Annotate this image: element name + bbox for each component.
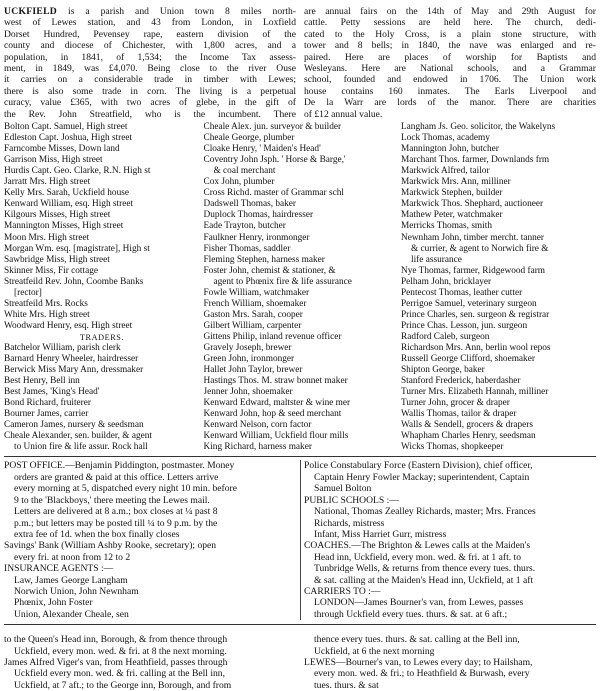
directory-entry: Kenward John, hop & seed merchant bbox=[203, 409, 342, 420]
directory-entry: Turner Mrs. Elizabeth Hannah, milliner bbox=[401, 387, 549, 398]
directory-entry: Dadswell Thomas, baker bbox=[203, 199, 297, 210]
continuation-line: tues. thurs. & sat bbox=[314, 679, 379, 691]
office-line: Samuel Bolton bbox=[314, 483, 372, 495]
directory-entry: Gaston Mrs. Sarah, cooper bbox=[203, 309, 303, 320]
directory-entry: Barnard Henry Wheeler, hairdresser bbox=[4, 354, 139, 365]
directory-entry: Garrison Miss, High street bbox=[4, 155, 103, 166]
directory-entry: Kilgours Misses, High street bbox=[4, 210, 111, 221]
directory-entry: Radford Caleb, surgeon bbox=[401, 331, 490, 342]
office-line: National, Thomas Zealley Richards, master; Mrs. Frances bbox=[314, 506, 536, 518]
residents-traders-directory bbox=[4, 122, 596, 453]
directory-entry: Eade Trayton, butcher bbox=[203, 221, 286, 232]
office-line: Union, Alexander Cheale, sen bbox=[14, 608, 129, 620]
continuation-left-column bbox=[4, 634, 296, 691]
intro-left-column bbox=[4, 6, 296, 120]
section-heading: TRADERS. bbox=[79, 332, 125, 342]
directory-entry: Wicks Thomas, shopkeeper bbox=[401, 442, 504, 453]
intro-line: west of Lewes station, and 43 from London, in Loxfield bbox=[4, 17, 296, 29]
directory-column-3 bbox=[401, 122, 596, 453]
directory-column-1 bbox=[4, 122, 200, 453]
office-line: Law, James George Langham bbox=[14, 574, 128, 586]
section-divider bbox=[4, 624, 596, 625]
directory-entry: Mannington Misses, High street bbox=[4, 221, 124, 232]
office-line: Head inn, Uckfield, every mon. wed. & fri. at 1 aft. to bbox=[314, 551, 522, 563]
directory-entry: Faulkner Henry, ironmonger bbox=[203, 232, 310, 243]
directory-entry: Farncombe Misses, Down land bbox=[4, 144, 120, 155]
directory-entry: French William, shoemaker bbox=[203, 298, 307, 309]
office-line: Letters are delivered at 8 a.m.; box closes at ¼ past 8 bbox=[14, 506, 218, 518]
directory-entry: agent to Phœnix fire & life assurance bbox=[213, 276, 352, 287]
office-line: LONDON—James Bourner's van, from Lewes, passes bbox=[314, 597, 524, 609]
directory-entry: Cheale Alex. jun. surveyor & builder bbox=[203, 122, 342, 133]
intro-line: there is also some trade in corn. The living is a perpetual bbox=[4, 85, 296, 97]
directory-entry: Hurdis Capt. Geo. Clarke, R.N. High st bbox=[4, 166, 151, 177]
directory-entry: Markwick Thos. Shephard, auctioneer bbox=[401, 199, 544, 210]
intro-line: the Rev. John Streatfield, who is the incumbent. There bbox=[4, 108, 296, 120]
directory-entry: Wallis Thomas, tailor & draper bbox=[401, 409, 517, 420]
directory-entry: Moon Mrs. High street bbox=[4, 232, 90, 243]
directory-entry: & coal merchant bbox=[213, 166, 276, 177]
offices-section bbox=[4, 460, 596, 620]
continuation-line: James Alfred Viger's van, from Heathfield, passes through bbox=[4, 656, 228, 668]
directory-entry: Pelham John, bricklayer bbox=[401, 276, 492, 287]
directory-entry: Cameron James, nursery & seedsman bbox=[4, 420, 144, 431]
directory-entry: Kenward William, esq. High street bbox=[4, 199, 134, 210]
office-line: extra fee of 1d. when the box finally closes bbox=[14, 528, 180, 540]
directory-entry: Newnham John, timber mercht. tanner bbox=[401, 232, 545, 243]
directory-entry: King Richard, harness maker bbox=[203, 442, 312, 453]
continuation-line: thence every tues. thurs. & sat. calling at the Bell inn, bbox=[314, 634, 520, 646]
directory-entry: Streatfeild Rev. John, Coombe Banks bbox=[4, 276, 144, 287]
directory-entry: Bond Richard, fruiterer bbox=[4, 398, 91, 409]
directory-entry: Foster John, chemist & stationer, & bbox=[203, 265, 336, 276]
directory-entry: Gittens Philip, inland revenue officer bbox=[203, 331, 342, 342]
column-rule bbox=[300, 460, 301, 620]
directory-entry: Skinner Miss, Fir cottage bbox=[4, 265, 98, 276]
directory-entry: Lock Thomas, academy bbox=[401, 133, 490, 144]
continuation-line: Uckfield every mon. wed. & fri. calling at the Bell inn, bbox=[14, 668, 226, 680]
directory-entry: Woodward Henry, esq. High street bbox=[4, 320, 133, 331]
directory-entry: Stanford Frederick, haberdasher bbox=[401, 376, 521, 387]
continuation-right-column bbox=[304, 634, 596, 691]
place-name-heading: UCKFIELD bbox=[4, 6, 58, 17]
office-line: Richards, mistress bbox=[314, 517, 385, 529]
directory-entry: Cloake Henry, ' Maiden's Head' bbox=[203, 144, 321, 155]
office-line: INSURANCE AGENTS :— bbox=[4, 563, 114, 575]
directory-page bbox=[4, 6, 596, 691]
intro-line: house contains 160 inmates. The Earls Liverpool and bbox=[304, 85, 596, 97]
directory-entry: Fisher Thomas, saddler bbox=[203, 243, 291, 254]
directory-entry: Kelly Mrs. Sarah, Uckfield house bbox=[4, 188, 129, 199]
directory-column-2 bbox=[204, 122, 398, 453]
intro-line: population, in 1841, of 1,534; the Income Tax assess- bbox=[4, 51, 296, 63]
directory-entry: Shipton George, baker bbox=[401, 365, 485, 376]
directory-entry: Merricks Thomas, smith bbox=[401, 221, 492, 232]
directory-entry: Berwick Miss Mary Ann, dressmaker bbox=[4, 365, 144, 376]
directory-entry: Jarratt Mrs. High street bbox=[4, 177, 91, 188]
directory-entry: Mannington John, butcher bbox=[401, 144, 499, 155]
directory-entry: Fowle William, watchmaker bbox=[203, 287, 310, 298]
intro-right-column bbox=[304, 6, 596, 120]
directory-entry: Kenward Nelson, corn factor bbox=[203, 420, 312, 431]
intro-line: it carries on a considerable trade in timber with Lewes; bbox=[4, 74, 296, 86]
directory-entry: Mathew Peter, watchmaker bbox=[401, 210, 503, 221]
directory-entry: Jenner John, shoemaker bbox=[203, 387, 293, 398]
directory-entry: Bourner James, carrier bbox=[4, 409, 89, 420]
directory-entry: Markwick Stephen, builder bbox=[401, 188, 503, 199]
intro-line: of £12 annual value. bbox=[304, 108, 383, 120]
office-line: POST OFFICE.—Benjamin Piddington, postmaster. Money bbox=[4, 460, 235, 472]
office-line: every fri. at noon from 12 to 2 bbox=[14, 551, 131, 563]
office-line: Captain Henry Fowler Mackay; superintendent, Captain bbox=[314, 471, 530, 483]
carriers-continuation bbox=[4, 631, 596, 691]
office-line: through Uckfield every tues. thurs. & sat. at 6 aft.; bbox=[314, 608, 508, 620]
directory-entry: Markwick Alfred, tailor bbox=[401, 166, 490, 177]
continuation-line: Uckfield, at 7 aft.; to the George inn, Borough, and from bbox=[14, 679, 232, 691]
office-line: Infant, Miss Harriet Gurr, mistress bbox=[314, 528, 447, 540]
directory-entry: Green John, ironmonger bbox=[203, 354, 295, 365]
directory-entry: Perrigoe Samuel, veterinary surgeon bbox=[401, 298, 537, 309]
directory-entry: Kenward Edward, maltster & wine mer bbox=[203, 398, 351, 409]
directory-entry: Gilbert William, carpenter bbox=[203, 320, 302, 331]
intro-section bbox=[4, 6, 596, 120]
directory-entry: Morgan Wm. esq. [magistrate], High st bbox=[4, 243, 150, 254]
intro-line: De la Warr are lords of the manor. There are charities bbox=[304, 97, 596, 109]
directory-entry: Sawbridge Miss, High street bbox=[4, 254, 110, 265]
office-line: PUBLIC SCHOOLS :— bbox=[304, 494, 399, 506]
directory-entry: Batchelor William, parish clerk bbox=[4, 343, 121, 353]
directory-entry: Prince Charles, sen. surgeon & registrar bbox=[401, 309, 550, 320]
continuation-line: Uckfield, every mon. wed. & fri. at 8 the next morning. bbox=[14, 645, 227, 657]
office-line: CARRIERS TO :— bbox=[304, 585, 381, 597]
directory-entry: Cheale Alexander, sen. builder, & agent bbox=[4, 431, 152, 442]
directory-entry: Bolton Capt. Samuel, High street bbox=[4, 122, 128, 133]
intro-line: tower and 8 bells; in 1840, the nave was enlarged and re- bbox=[304, 40, 596, 52]
intro-line: ment, in 1849, was £4,070. Being close to the river Ouse bbox=[4, 63, 296, 75]
directory-entry: Nye Thomas, farmer, Ridgewood farm bbox=[401, 265, 546, 276]
directory-entry: Langham Js. Geo. solicitor, the Wakelyns bbox=[401, 122, 556, 133]
directory-entry: Cox John, plumber bbox=[203, 177, 275, 188]
directory-entry: Edleston Capt. Joshua, High street bbox=[4, 133, 133, 144]
directory-entry: White Mrs. High street bbox=[4, 309, 90, 320]
office-line: Norwich Union, John Newnham bbox=[14, 585, 139, 597]
directory-entry: Cross Richd. master of Grammar schl bbox=[203, 188, 344, 199]
office-line: Savings' Bank (William Ashby Rooke, secretary); open bbox=[4, 540, 217, 552]
continuation-line: every mon. wed. & fri.; to Heathfield & Burwash, every bbox=[314, 668, 530, 680]
office-line: COACHES.—The Brighton & Lewes calls at the Maiden's bbox=[304, 540, 531, 552]
directory-entry: Best James, 'King's Head' bbox=[4, 387, 100, 398]
directory-entry: Cheale George, plumber bbox=[203, 133, 295, 144]
directory-entry: Hallet John Taylor, brewer bbox=[203, 365, 303, 376]
intro-line: school, founded and endowed in 1706. The Union work bbox=[304, 74, 596, 86]
directory-entry: Duplock Thomas, hairdresser bbox=[203, 210, 314, 221]
directory-entry: Markwick Mrs. Ann, milliner bbox=[401, 177, 511, 188]
directory-entry: & currier, & agent to Norwich fire & bbox=[411, 243, 549, 254]
intro-line: UCKFIELD is a parish and Union town 8 miles north- bbox=[4, 6, 296, 17]
directory-entry: Hastings Thos. M. straw bonnet maker bbox=[203, 376, 348, 387]
office-line: every morning at 5, dispatched every night 10 min. before bbox=[14, 483, 237, 495]
office-line: & sat. calling at the Maiden's Head inn, Uckfield, at 1 aft bbox=[314, 574, 534, 586]
directory-entry: Streatfeild Mrs. Rocks bbox=[4, 298, 88, 309]
directory-entry: Best Henry, Bell inn bbox=[4, 376, 80, 387]
intro-line: are annual fairs on the 14th of May and 29th August for bbox=[304, 6, 596, 17]
directory-entry: [rector] bbox=[14, 287, 42, 298]
intro-line: Wesleyans. Here are National schools, and a Grammar bbox=[304, 63, 596, 75]
continuation-line: to the Queen's Head inn, Borough, & from thence through bbox=[4, 634, 228, 646]
directory-entry: Marchant Thos. farmer, Downlands frm bbox=[401, 155, 550, 166]
offices-right-column bbox=[304, 460, 596, 620]
office-line: Phœnix, John Foster bbox=[14, 597, 93, 609]
directory-entry: life assurance bbox=[411, 254, 462, 265]
directory-entry: Richardson Mrs. Ann, berlin wool repos bbox=[401, 343, 551, 353]
directory-entry: Gravely Joseph, brewer bbox=[203, 343, 292, 353]
directory-entry: Pentecost Thomas, leather cutter bbox=[401, 287, 523, 298]
intro-line: cated to the Holy Cross, is a plain stone structure, with bbox=[304, 28, 596, 40]
directory-entry: Walls & Sendell, grocers & drapers bbox=[401, 420, 533, 431]
section-divider bbox=[4, 456, 596, 457]
directory-entry: Turner John, grocer & draper bbox=[401, 398, 510, 409]
office-line: p.m.; but letters may be posted till ¼ to 9 p.m. by the bbox=[14, 517, 218, 529]
office-line: Police Constabulary Force (Eastern Division), chief officer, bbox=[304, 460, 533, 472]
intro-line: Dorset Hundred, Pevensey rape, eastern division of the bbox=[4, 28, 296, 40]
directory-entry: Kenward William, Uckfield flour mills bbox=[203, 431, 349, 442]
directory-entry: Whapham Charles Henry, seedsman bbox=[401, 431, 536, 442]
intro-line: cattle. Petty sessions are held here. The church, dedi- bbox=[304, 17, 596, 29]
office-line: orders are granted & paid at this office. Letters arrive bbox=[14, 471, 219, 483]
directory-entry: Fleming Stephen, harness maker bbox=[203, 254, 325, 265]
office-line: Tunbridge Wells, & returns from thence every tues. thurs. bbox=[314, 563, 536, 575]
office-line: 9 to the 'Blackboys,' there meeting the Lewes mail. bbox=[14, 494, 210, 506]
continuation-line: LEWES—Bourner's van, to Lewes every day; to Hailsham, bbox=[304, 656, 533, 668]
offices-left-column bbox=[4, 460, 296, 620]
directory-entry: Coventry John Jsph. ' Horse & Barge,' bbox=[203, 155, 346, 166]
directory-entry: to Union fire & life assur. Rock hall bbox=[14, 442, 148, 453]
intro-line: paired. Here are places of worship for Baptists and bbox=[304, 51, 596, 63]
intro-line: curacy, value £365, with two acres of glebe, in the gift of bbox=[4, 97, 296, 109]
directory-entry: Russell George Clifford, shoemaker bbox=[401, 354, 535, 365]
continuation-line: Uckfield, at 6 the next morning bbox=[314, 645, 435, 657]
intro-line: county and diocese of Chichester, with 1,800 acres, and a bbox=[4, 40, 296, 52]
directory-entry: Prince Chas. Lesson, jun. surgeon bbox=[401, 320, 528, 331]
